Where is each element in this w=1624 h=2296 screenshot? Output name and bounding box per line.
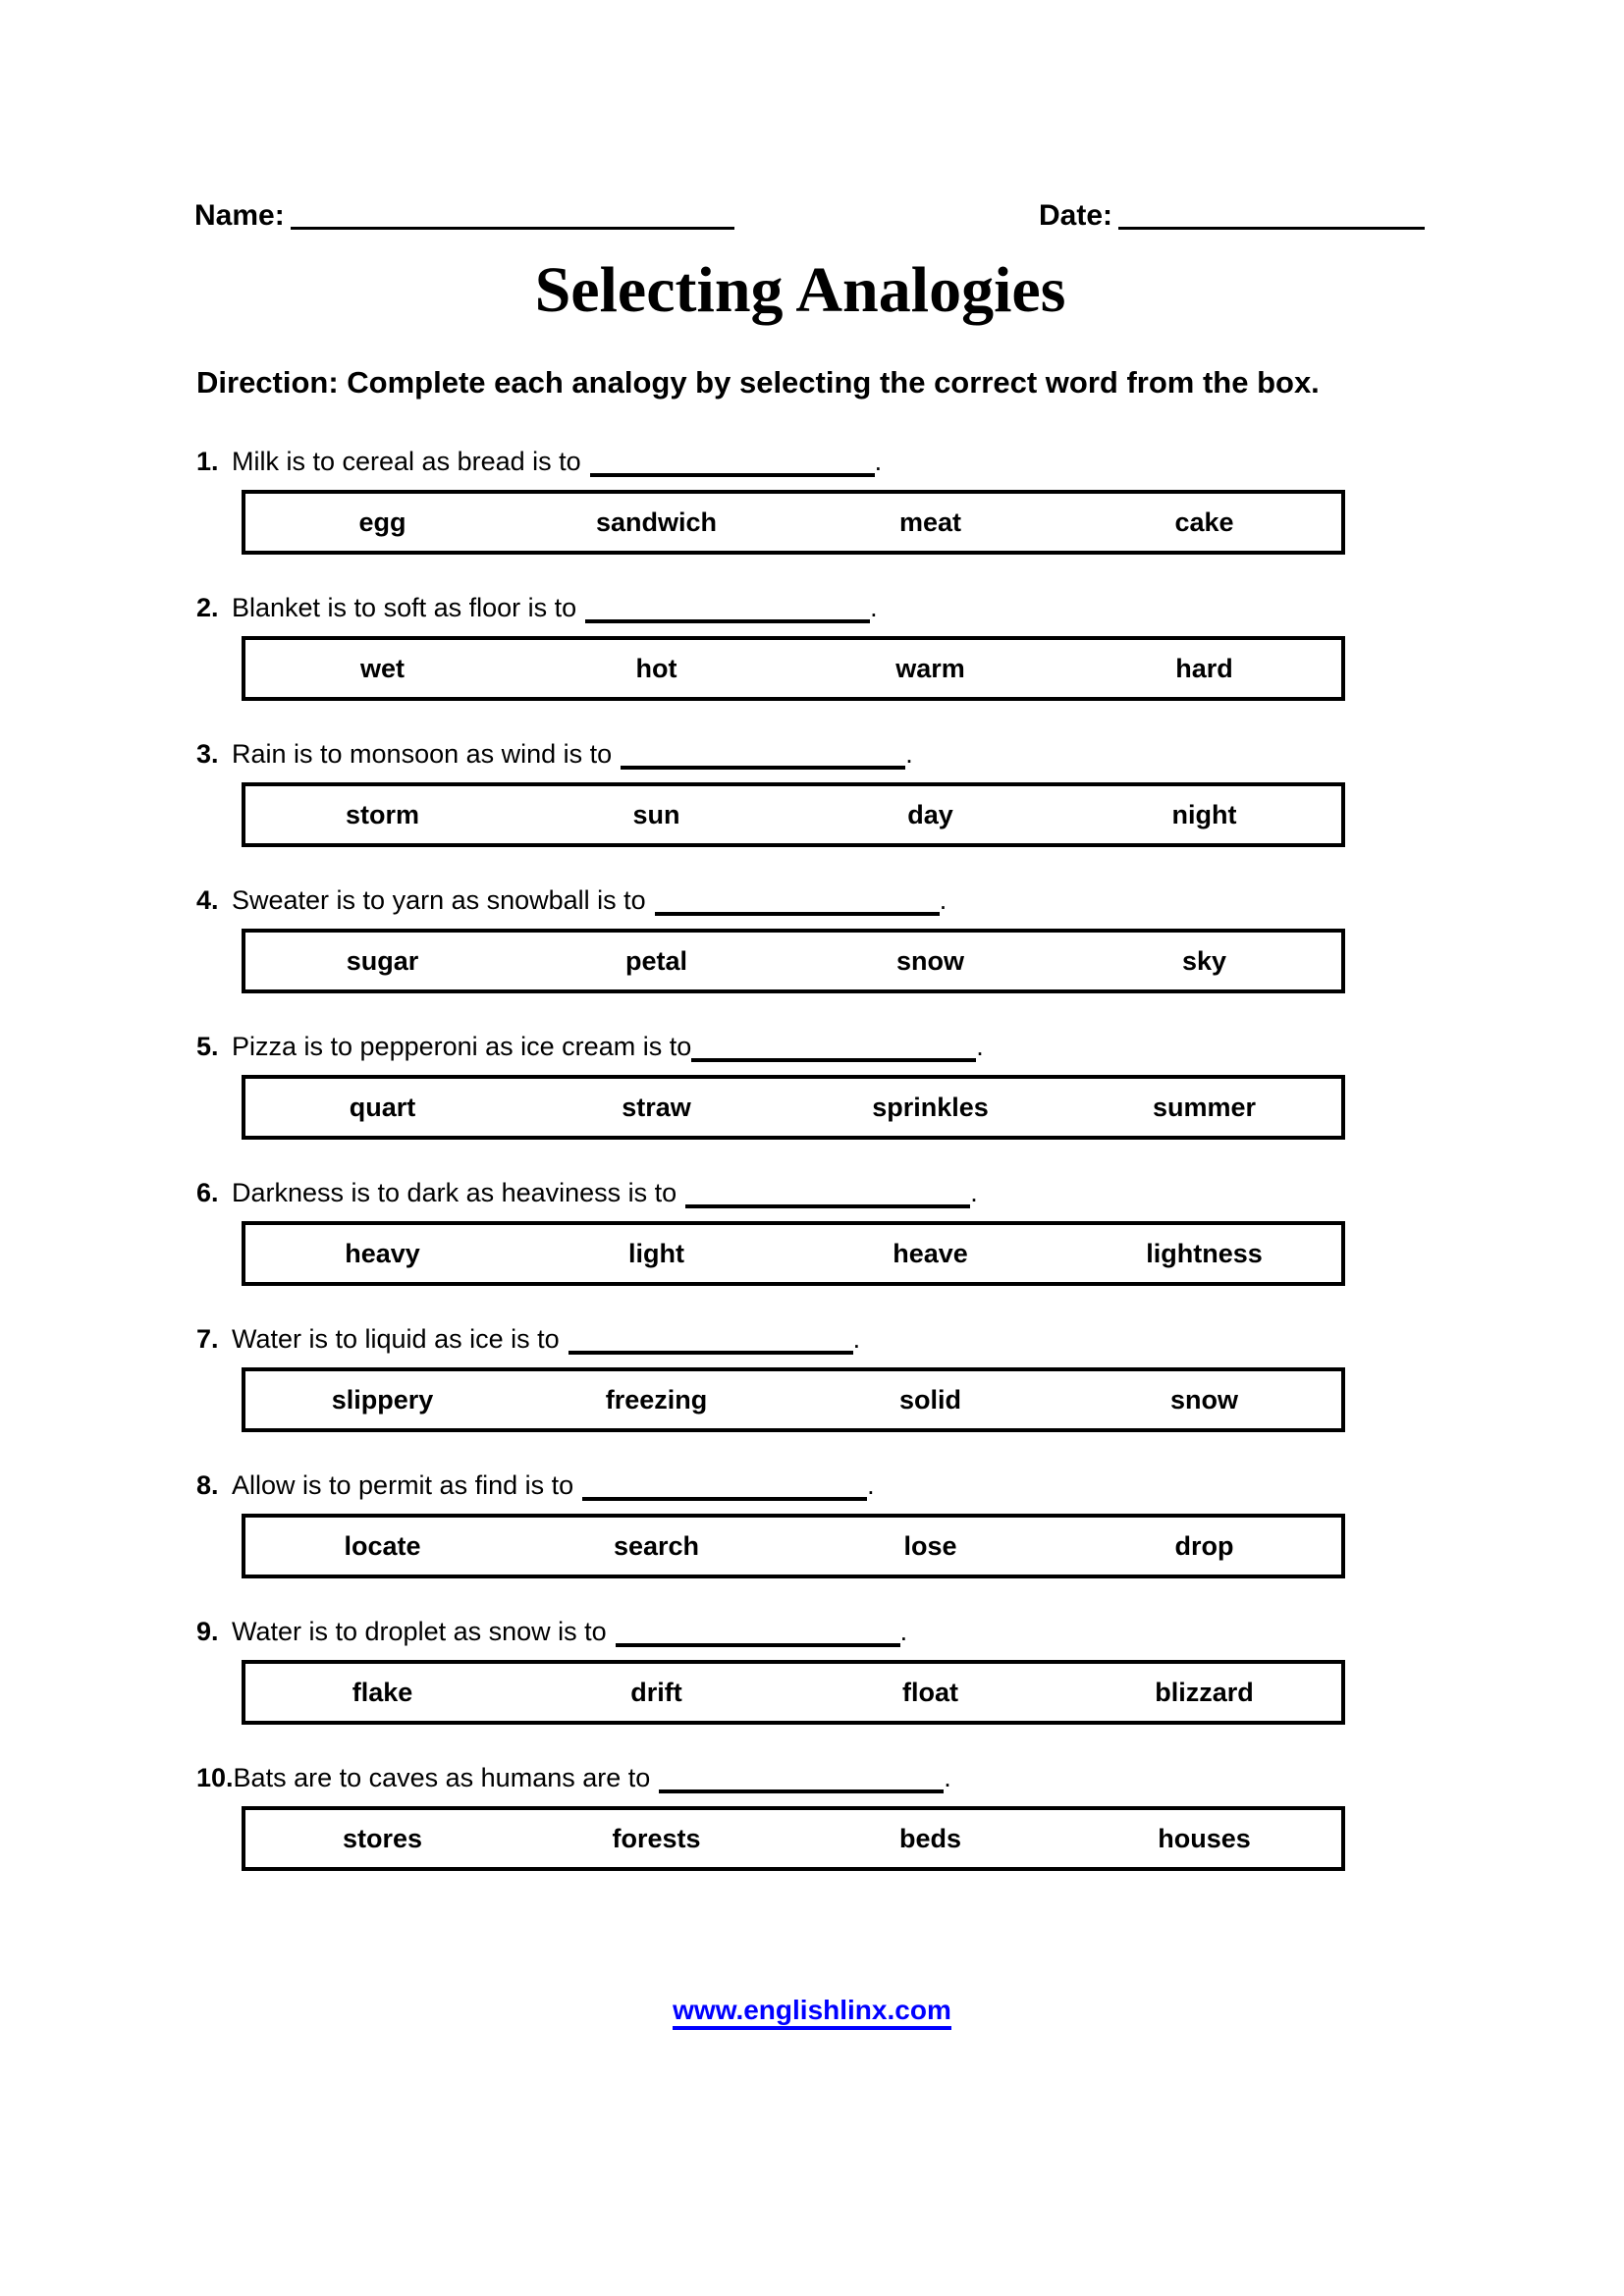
question-number: 2.: [196, 593, 219, 622]
date-field-group: [1039, 199, 1425, 233]
question-number: 5.: [196, 1032, 219, 1061]
date-blank-line: [1118, 201, 1425, 230]
word-option: wet: [359, 653, 405, 683]
word-option: slippery: [331, 1384, 434, 1415]
name-field-group: [194, 199, 734, 233]
question-block: [0, 1468, 1624, 1614]
word-option: petal: [624, 945, 688, 976]
word-box: [242, 490, 1345, 555]
question-block: [0, 1175, 1624, 1321]
word-option: sandwich: [595, 507, 718, 537]
word-option: lightness: [1146, 1238, 1263, 1268]
word-option: quart: [349, 1092, 416, 1122]
question-number: 8.: [196, 1470, 219, 1500]
question-text: Blanket is to soft as floor is to: [232, 593, 577, 622]
word-option: day: [907, 799, 953, 829]
question-text: Milk is to cereal as bread is to: [232, 447, 581, 476]
header: [0, 199, 1624, 242]
sentence-period: .: [852, 1324, 861, 1354]
word-option: forests: [612, 1823, 701, 1853]
question-block: [0, 444, 1624, 590]
page-title: Selecting Analogies: [534, 254, 1066, 326]
word-option: sun: [632, 799, 680, 829]
word-option: light: [628, 1238, 684, 1268]
question-sentence: [0, 1468, 1624, 1505]
word-option: houses: [1158, 1823, 1251, 1853]
sentence-period: .: [905, 739, 913, 769]
question-text: Bats are to caves as humans are to: [233, 1763, 651, 1792]
question-sentence: [0, 1321, 1624, 1359]
word-option: hot: [635, 653, 677, 683]
question-sentence: [0, 882, 1624, 920]
question-text: Rain is to monsoon as wind is to: [232, 739, 613, 769]
question-sentence: [0, 444, 1624, 481]
question-sentence: [0, 590, 1624, 627]
question-block: [0, 882, 1624, 1029]
sentence-period: .: [870, 593, 878, 622]
word-box: [242, 1367, 1345, 1432]
word-option: beds: [898, 1823, 962, 1853]
question-number: 9.: [196, 1617, 219, 1646]
word-option: sprinkles: [872, 1092, 989, 1122]
word-option: search: [613, 1530, 700, 1561]
name-label: Name:: [194, 199, 285, 232]
name-blank-line: [291, 201, 734, 230]
answer-blank-line: [590, 444, 875, 477]
word-option: heave: [893, 1238, 968, 1268]
question-block: [0, 1321, 1624, 1468]
word-option: drift: [630, 1677, 682, 1707]
sentence-period: .: [867, 1470, 875, 1500]
question-block: [0, 1614, 1624, 1760]
word-option: flake: [352, 1677, 413, 1707]
question-number: 3.: [196, 739, 219, 769]
question-sentence: [0, 1175, 1624, 1212]
question-number: 1.: [196, 447, 219, 476]
word-box: [242, 1806, 1345, 1871]
word-option: solid: [898, 1384, 961, 1415]
answer-blank-line: [685, 1175, 970, 1208]
word-box: [242, 1075, 1345, 1140]
word-option: warm: [895, 653, 965, 683]
word-option: summer: [1152, 1092, 1257, 1122]
word-option: heavy: [345, 1238, 420, 1268]
question-sentence: [0, 1029, 1624, 1066]
sentence-period: .: [970, 1178, 978, 1207]
question-sentence: [0, 736, 1624, 774]
word-option: straw: [622, 1092, 691, 1122]
sentence-period: .: [939, 885, 947, 915]
word-option: egg: [358, 507, 406, 537]
question-block: [0, 736, 1624, 882]
answer-blank-line: [585, 590, 870, 623]
answer-blank-line: [691, 1029, 976, 1062]
word-option: storm: [345, 799, 419, 829]
sentence-period: .: [899, 1617, 908, 1646]
word-option: float: [902, 1677, 958, 1707]
date-label: Date:: [1039, 199, 1113, 232]
question-number: 7.: [196, 1324, 219, 1354]
word-box: [242, 1660, 1345, 1725]
question-sentence: [0, 1760, 1624, 1797]
word-option: hard: [1175, 653, 1233, 683]
question-number: 6.: [196, 1178, 219, 1207]
word-option: lose: [903, 1530, 957, 1561]
question-text: Sweater is to yarn as snowball is to: [232, 885, 646, 915]
answer-blank-line: [616, 1614, 900, 1647]
question-text: Water is to liquid as ice is to: [232, 1324, 560, 1354]
word-option: sky: [1181, 945, 1227, 976]
word-option: snow: [895, 945, 964, 976]
answer-blank-line: [568, 1321, 853, 1355]
questions: [0, 444, 1624, 1906]
word-box: [242, 1221, 1345, 1286]
word-box: [242, 929, 1345, 993]
word-box: [242, 782, 1345, 847]
question-number: 10.: [196, 1763, 234, 1792]
word-option: blizzard: [1155, 1677, 1254, 1707]
answer-blank-line: [582, 1468, 867, 1501]
question-block: [0, 590, 1624, 736]
question-sentence: [0, 1614, 1624, 1651]
word-option: sugar: [346, 945, 419, 976]
answer-blank-line: [659, 1760, 944, 1793]
question-block: [0, 1760, 1624, 1906]
question-number: 4.: [196, 885, 219, 915]
word-option: freezing: [605, 1384, 708, 1415]
word-option: night: [1171, 799, 1237, 829]
sentence-period: .: [874, 447, 883, 476]
sentence-period: .: [976, 1032, 984, 1061]
direction-text: Direction: Complete each analogy by selecting the correct word from the box.: [196, 365, 1320, 400]
word-option: stores: [342, 1823, 423, 1853]
footer: [0, 1995, 1624, 2030]
word-box: [242, 636, 1345, 701]
word-option: locate: [344, 1530, 421, 1561]
answer-blank-line: [621, 736, 905, 770]
word-option: drop: [1174, 1530, 1234, 1561]
word-option: snow: [1169, 1384, 1238, 1415]
question-text: Water is to droplet as snow is to: [232, 1617, 607, 1646]
word-option: meat: [898, 507, 962, 537]
website-link[interactable]: www.englishlinx.com: [673, 1995, 951, 2030]
word-option: cake: [1174, 507, 1234, 537]
question-text: Darkness is to dark as heaviness is to: [232, 1178, 677, 1207]
question-block: [0, 1029, 1624, 1175]
question-text: Pizza is to pepperoni as ice cream is to: [232, 1032, 692, 1061]
sentence-period: .: [944, 1763, 951, 1792]
word-box: [242, 1514, 1345, 1578]
question-text: Allow is to permit as find is to: [232, 1470, 574, 1500]
answer-blank-line: [655, 882, 940, 916]
